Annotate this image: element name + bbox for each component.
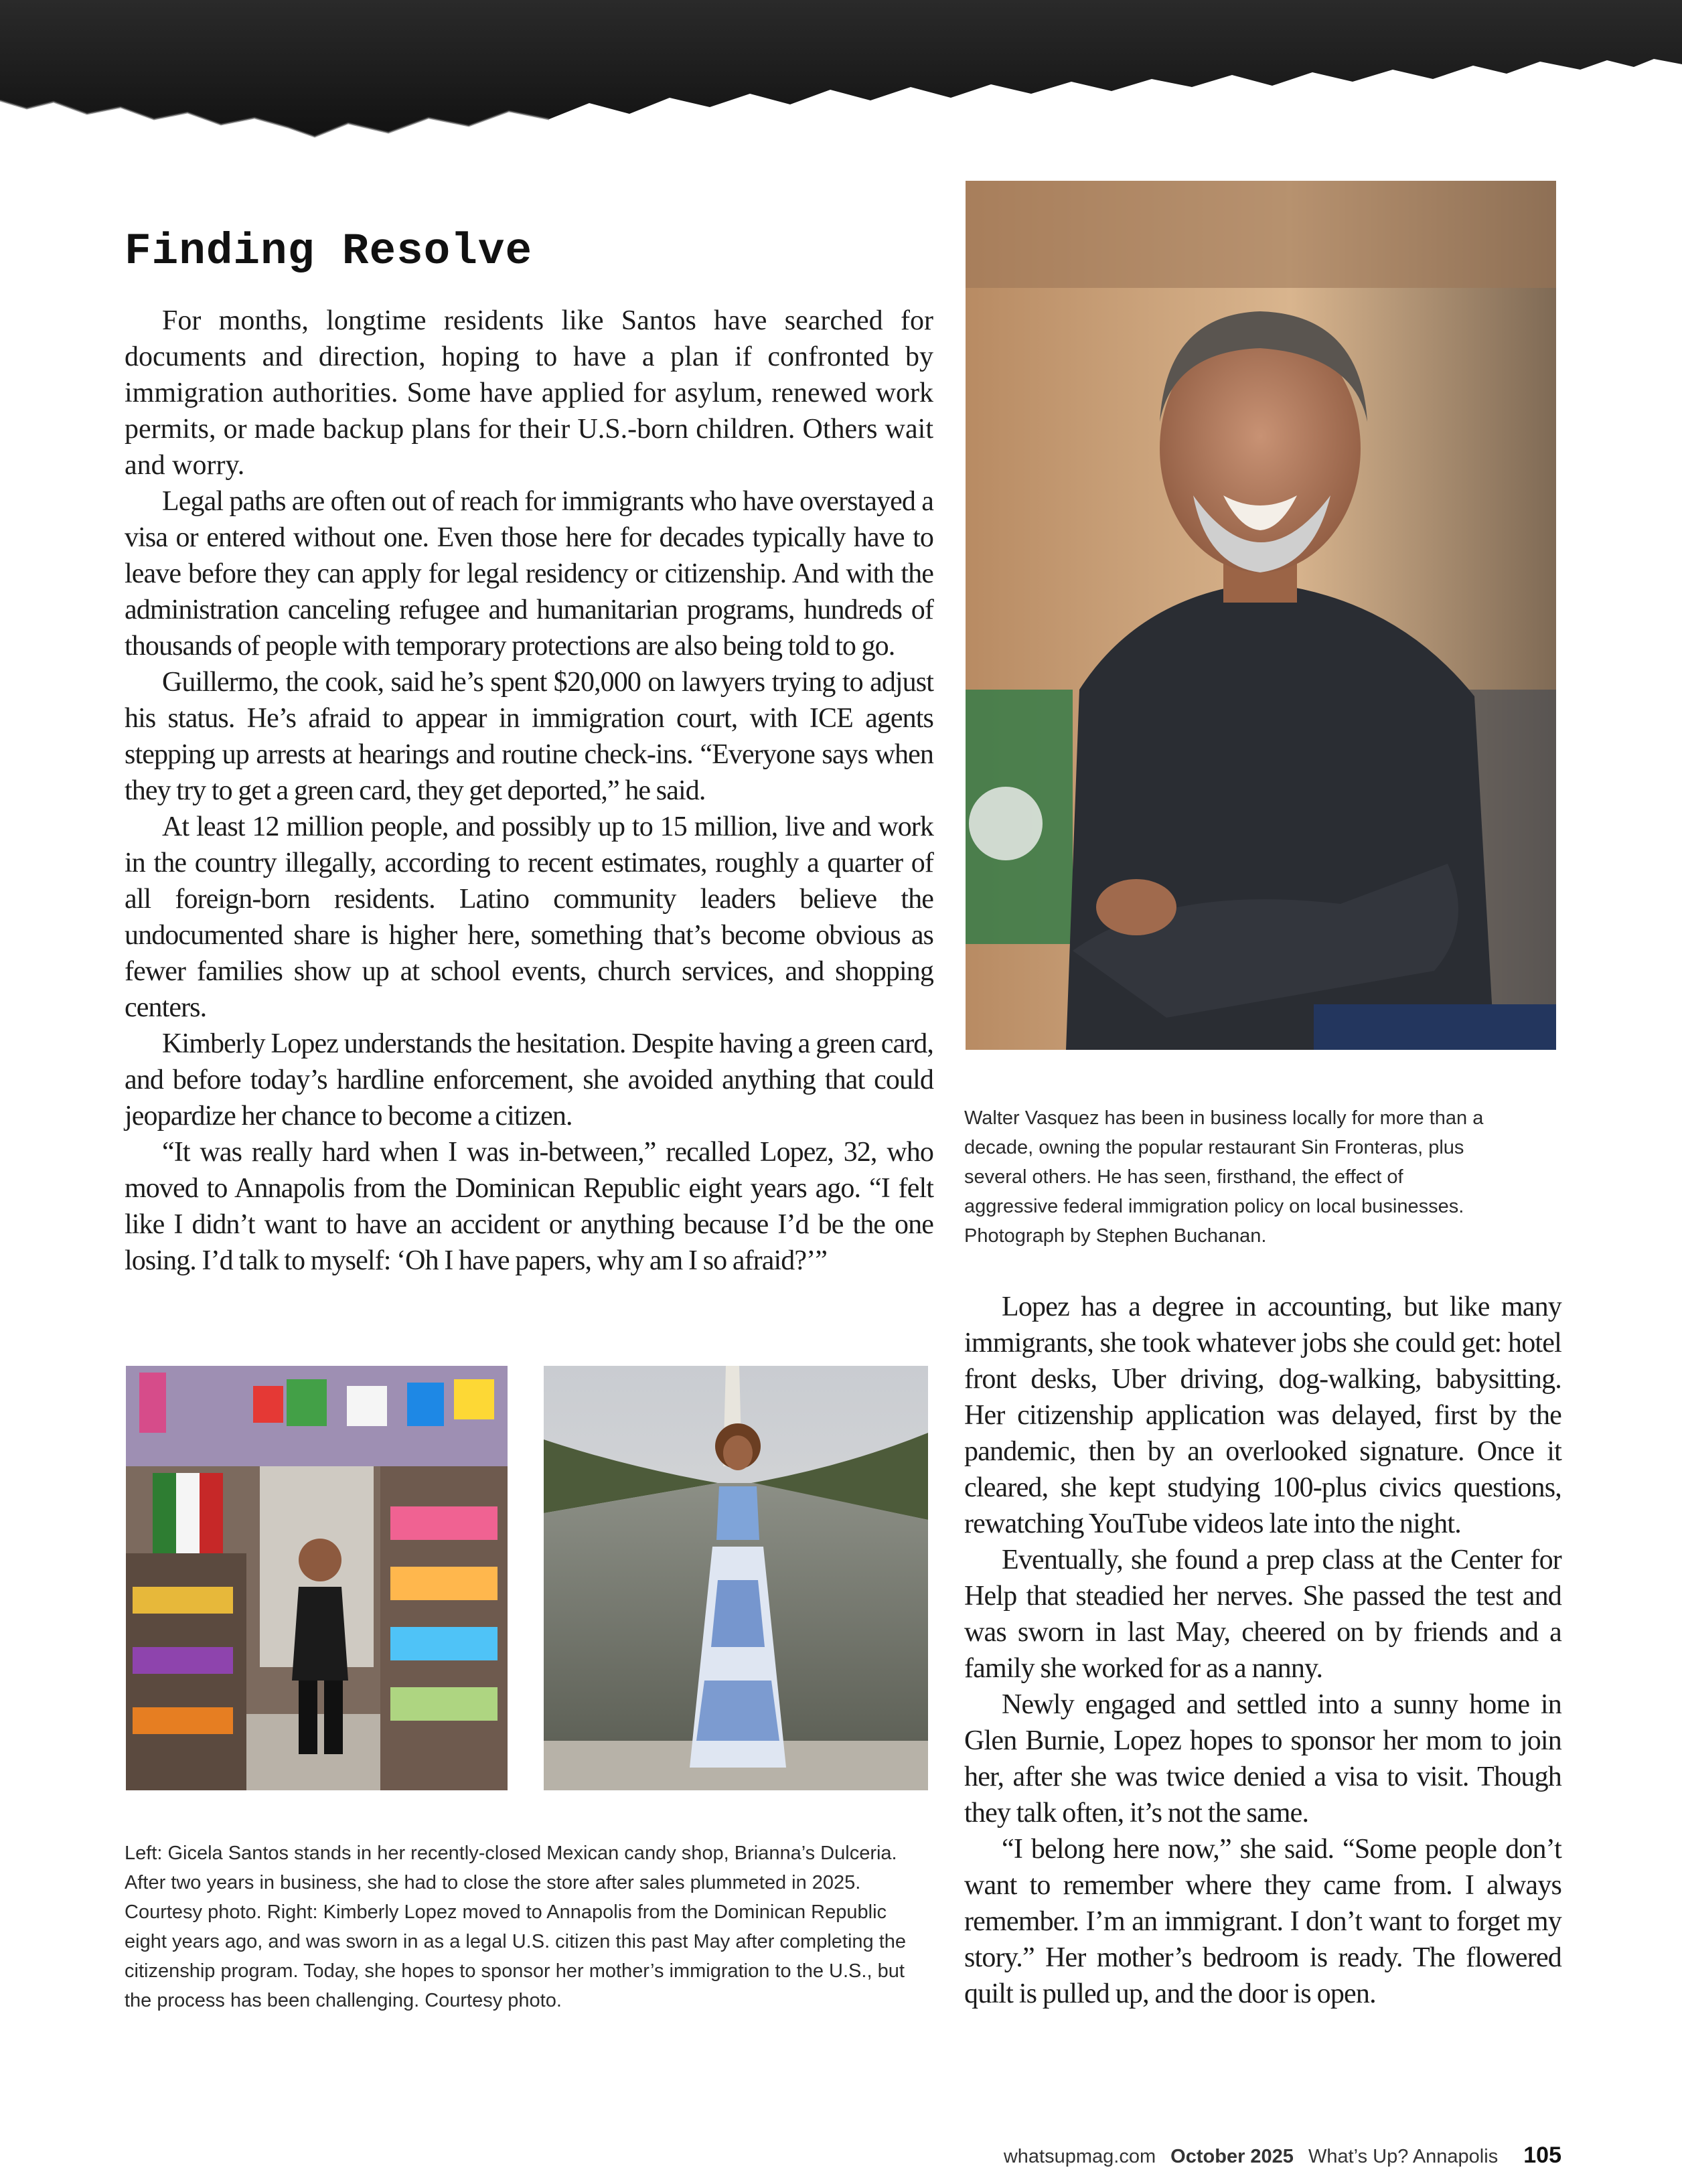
photo-caption-bottom: Left: Gicela Santos stands in her recently-closed Mexican candy shop, Brianna’s Dulceria. After two years in business, she had to close the store after sales plummeted in 2025. Courtesy photo. Right: Kimberly Lopez moved to Annapolis from the Dominican Republic eight years ago, and was sworn in as a legal U.S. citizen this past May after completing the citizenship program. Today, she hopes to sponsor her mother’s immigration to the U.S., but the process has been challenging. Courtesy photo.	[125, 1843, 907, 2011]
paragraph: Kimberly Lopez understands the hesitation. Despite having a green card, and before today’s hardline enforcement, she avoided anything that could jeopardize her chance to become a citizen.	[125, 1028, 933, 1132]
footer-issue: October 2025	[1170, 2146, 1294, 2167]
paragraph: At least 12 million people, and possibly up to 15 million, live and work in the country illegally, according to recent estimates, roughly a quarter of all foreign-born residents. Latino community leaders believe the undocumented share is higher here, something that’s become obvious as fewer families show up at school events, church services, and shopping centers.	[125, 811, 933, 1023]
paragraph: For months, longtime residents like Santos have searched for documents and direction, hoping to have a plan if confronted by immigration authorities. Some have applied for asylum, renewed work permits, or made backup plans for their U.S.-born children. Others wait and worry.	[125, 305, 933, 481]
footer-publication: What’s Up? Annapolis	[1308, 2146, 1499, 2167]
paragraph: Newly engaged and settled into a sunny home in Glen Burnie, Lopez hopes to sponsor her mom to join her, after she was twice denied a visa to visit. Though they talk often, it’s not the same.	[964, 1689, 1561, 1828]
photo-walter-vasquez	[966, 181, 1556, 1050]
paragraph: Eventually, she found a prep class at the Center for Help that steadied her nerves. She passed the test and was sworn in last May, cheered on by friends and a family she worked for as a nanny.	[964, 1545, 1561, 1684]
paragraph: “I belong here now,” she said. “Some people don’t want to remember where they came from. I always remember. I’m an immigrant. I don’t want to forget my story.” Her mother’s bedroom is ready. The flowered quilt is pulled up, and the door is open.	[964, 1834, 1561, 2009]
footer-site: whatsupmag.com	[1003, 2146, 1156, 2167]
photo-candy-shop	[126, 1366, 508, 1790]
photo-reflecting-pool	[544, 1366, 928, 1790]
paragraph: Legal paths are often out of reach for immigrants who have overstayed a visa or entered without one. Even those here for decades typically have to leave before they can apply for legal residency or citizenship. And with the administration canceling refugee and humanitarian programs, hundreds of thousands of people with temporary protections are also being told to go.	[125, 486, 933, 661]
torn-paper-header	[0, 0, 1682, 154]
paragraph: “It was really hard when I was in-between,” recalled Lopez, 32, who moved to Annapolis from the Dominican Republic eight years ago. “I felt like I didn’t want to have an accident or anything because I’d be the one losing. I’d talk to myself: ‘Oh I have papers, why am I so afraid?’”	[125, 1137, 933, 1276]
page-number: 105	[1523, 2142, 1561, 2168]
body-column-right	[964, 1289, 1561, 2012]
section-heading: Finding Resolve	[125, 226, 533, 277]
body-column-left	[125, 303, 933, 1279]
page-footer	[994, 2142, 1561, 2169]
photo-caption-walter: Walter Vasquez has been in business locally for more than a decade, owning the popular restaurant Sin Fronteras, plus several others. He has seen, firsthand, the effect of aggressive federal immigration policy on local businesses. Photograph by Stephen Buchanan.	[964, 1107, 1484, 1247]
paragraph: Lopez has a degree in accounting, but like many immigrants, she took whatever jobs she could get: hotel front desks, Uber driving, dog-walking, babysitting. Her citizenship application was delayed, first by the pandemic, then by an overlooked signature. Once it cleared, she kept studying 100-plus civics questions, rewatching YouTube videos late into the night.	[964, 1292, 1561, 1539]
paragraph: Guillermo, the cook, said he’s spent $20,000 on lawyers trying to adjust his status. He’s afraid to appear in immigration court, with ICE agents stepping up arrests at hearings and routine check-ins. “Everyone says when they try to get a green card, they get deported,” he said.	[125, 667, 933, 806]
